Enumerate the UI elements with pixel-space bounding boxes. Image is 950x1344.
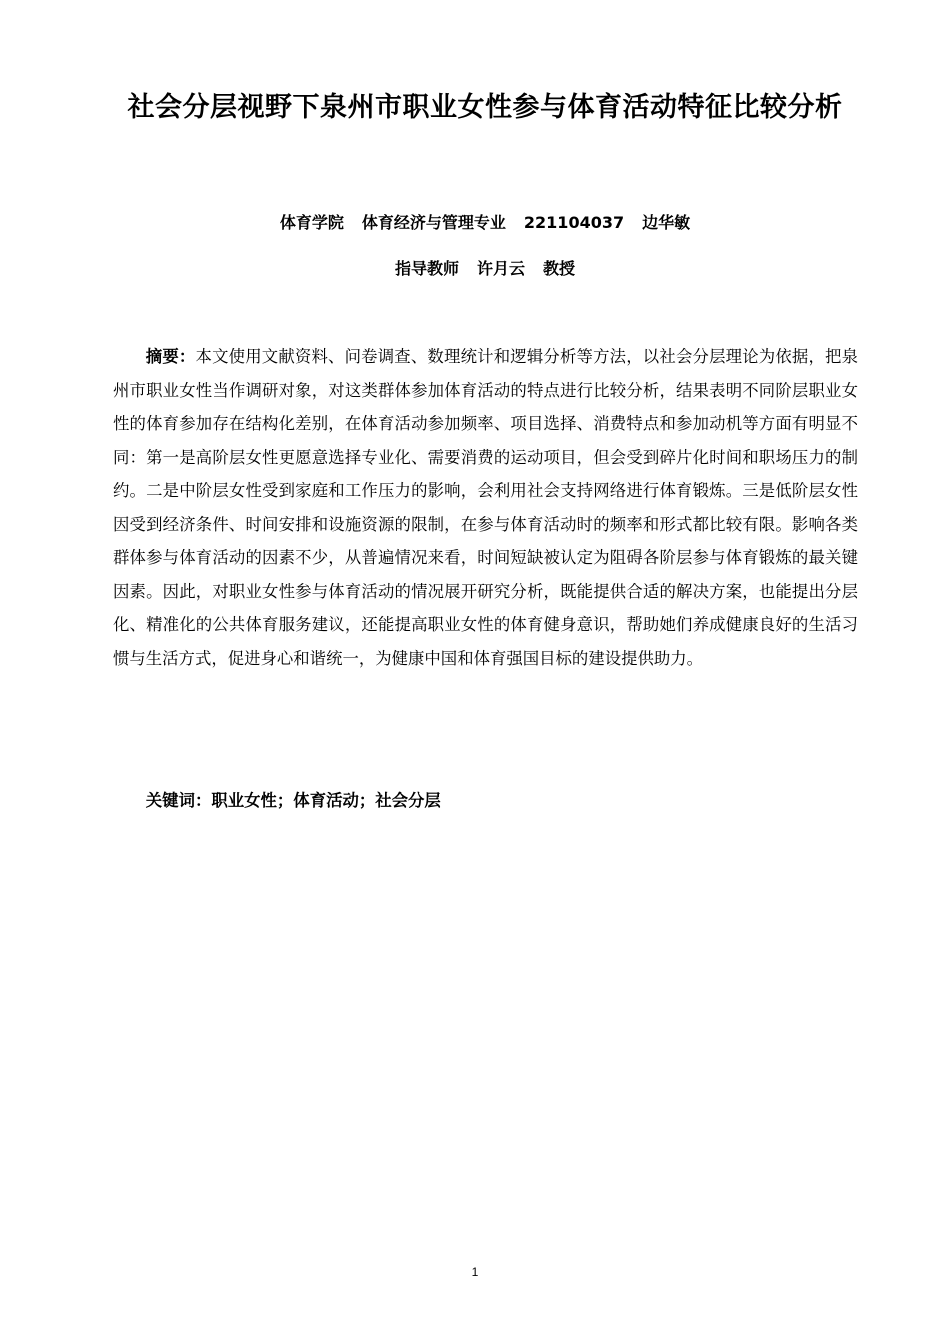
advisor-info	[110, 257, 860, 281]
page-number: 1	[471, 1265, 479, 1279]
author-major: 体育经济与管理专业	[361, 213, 506, 232]
abstract-paragraph	[113, 340, 858, 675]
advisor-label: 指导教师	[394, 259, 459, 278]
author-college: 体育学院	[279, 213, 344, 232]
keywords-line: 关键词：职业女性；体育活动；社会分层	[145, 791, 441, 810]
author-info	[110, 211, 860, 235]
paper-title: 社会分层视野下泉州市职业女性参与体育活动特征比较分析	[127, 92, 843, 123]
author-name: 边华敏	[642, 213, 691, 232]
advisor-title: 教授	[543, 259, 576, 278]
author-student-id: 221104037	[523, 213, 625, 232]
advisor-name: 许月云	[476, 259, 525, 278]
abstract-label: 摘要：	[145, 347, 196, 366]
abstract-text: 本文使用文献资料、问卷调查、数理统计和逻辑分析等方法，以社会分层理论为依据，把泉州市职业女性当作调研对象，对这类群体参加体育活动的特点进行比较分析，结果表明不同阶层职业女性的体育参加存在结构化差别，在体育活动参加频率、项目选择、消费特点和参加动机等方面有明显不同：第一是高阶层女性更愿意选择专业化、需要消费的运动项目，但会受到碎片化时间和职场压力的制约。二是中阶层女性受到家庭和工作压力的影响，会利用社会支持网络进行体育锻炼。三是低阶层女性因受到经济条件、时间安排和设施资源的限制，在参与体育活动时的频率和形式都比较有限。影响各类群体参与体育活动的因素不少，从普遍情况来看，时间短缺被认定为阻碍各阶层参与体育锻炼的最关键因素。因此，对职业女性参与体育活动的情况展开研究分析，既能提供合适的解决方案，也能提出分层化、精准化的公共体育服务建议，还能提高职业女性的体育健身意识，帮助她们养成健康良好的生活习惯与生活方式，促进身心和谐统一，为健康中国和体育强国目标的建设提供助力。	[113, 347, 858, 668]
